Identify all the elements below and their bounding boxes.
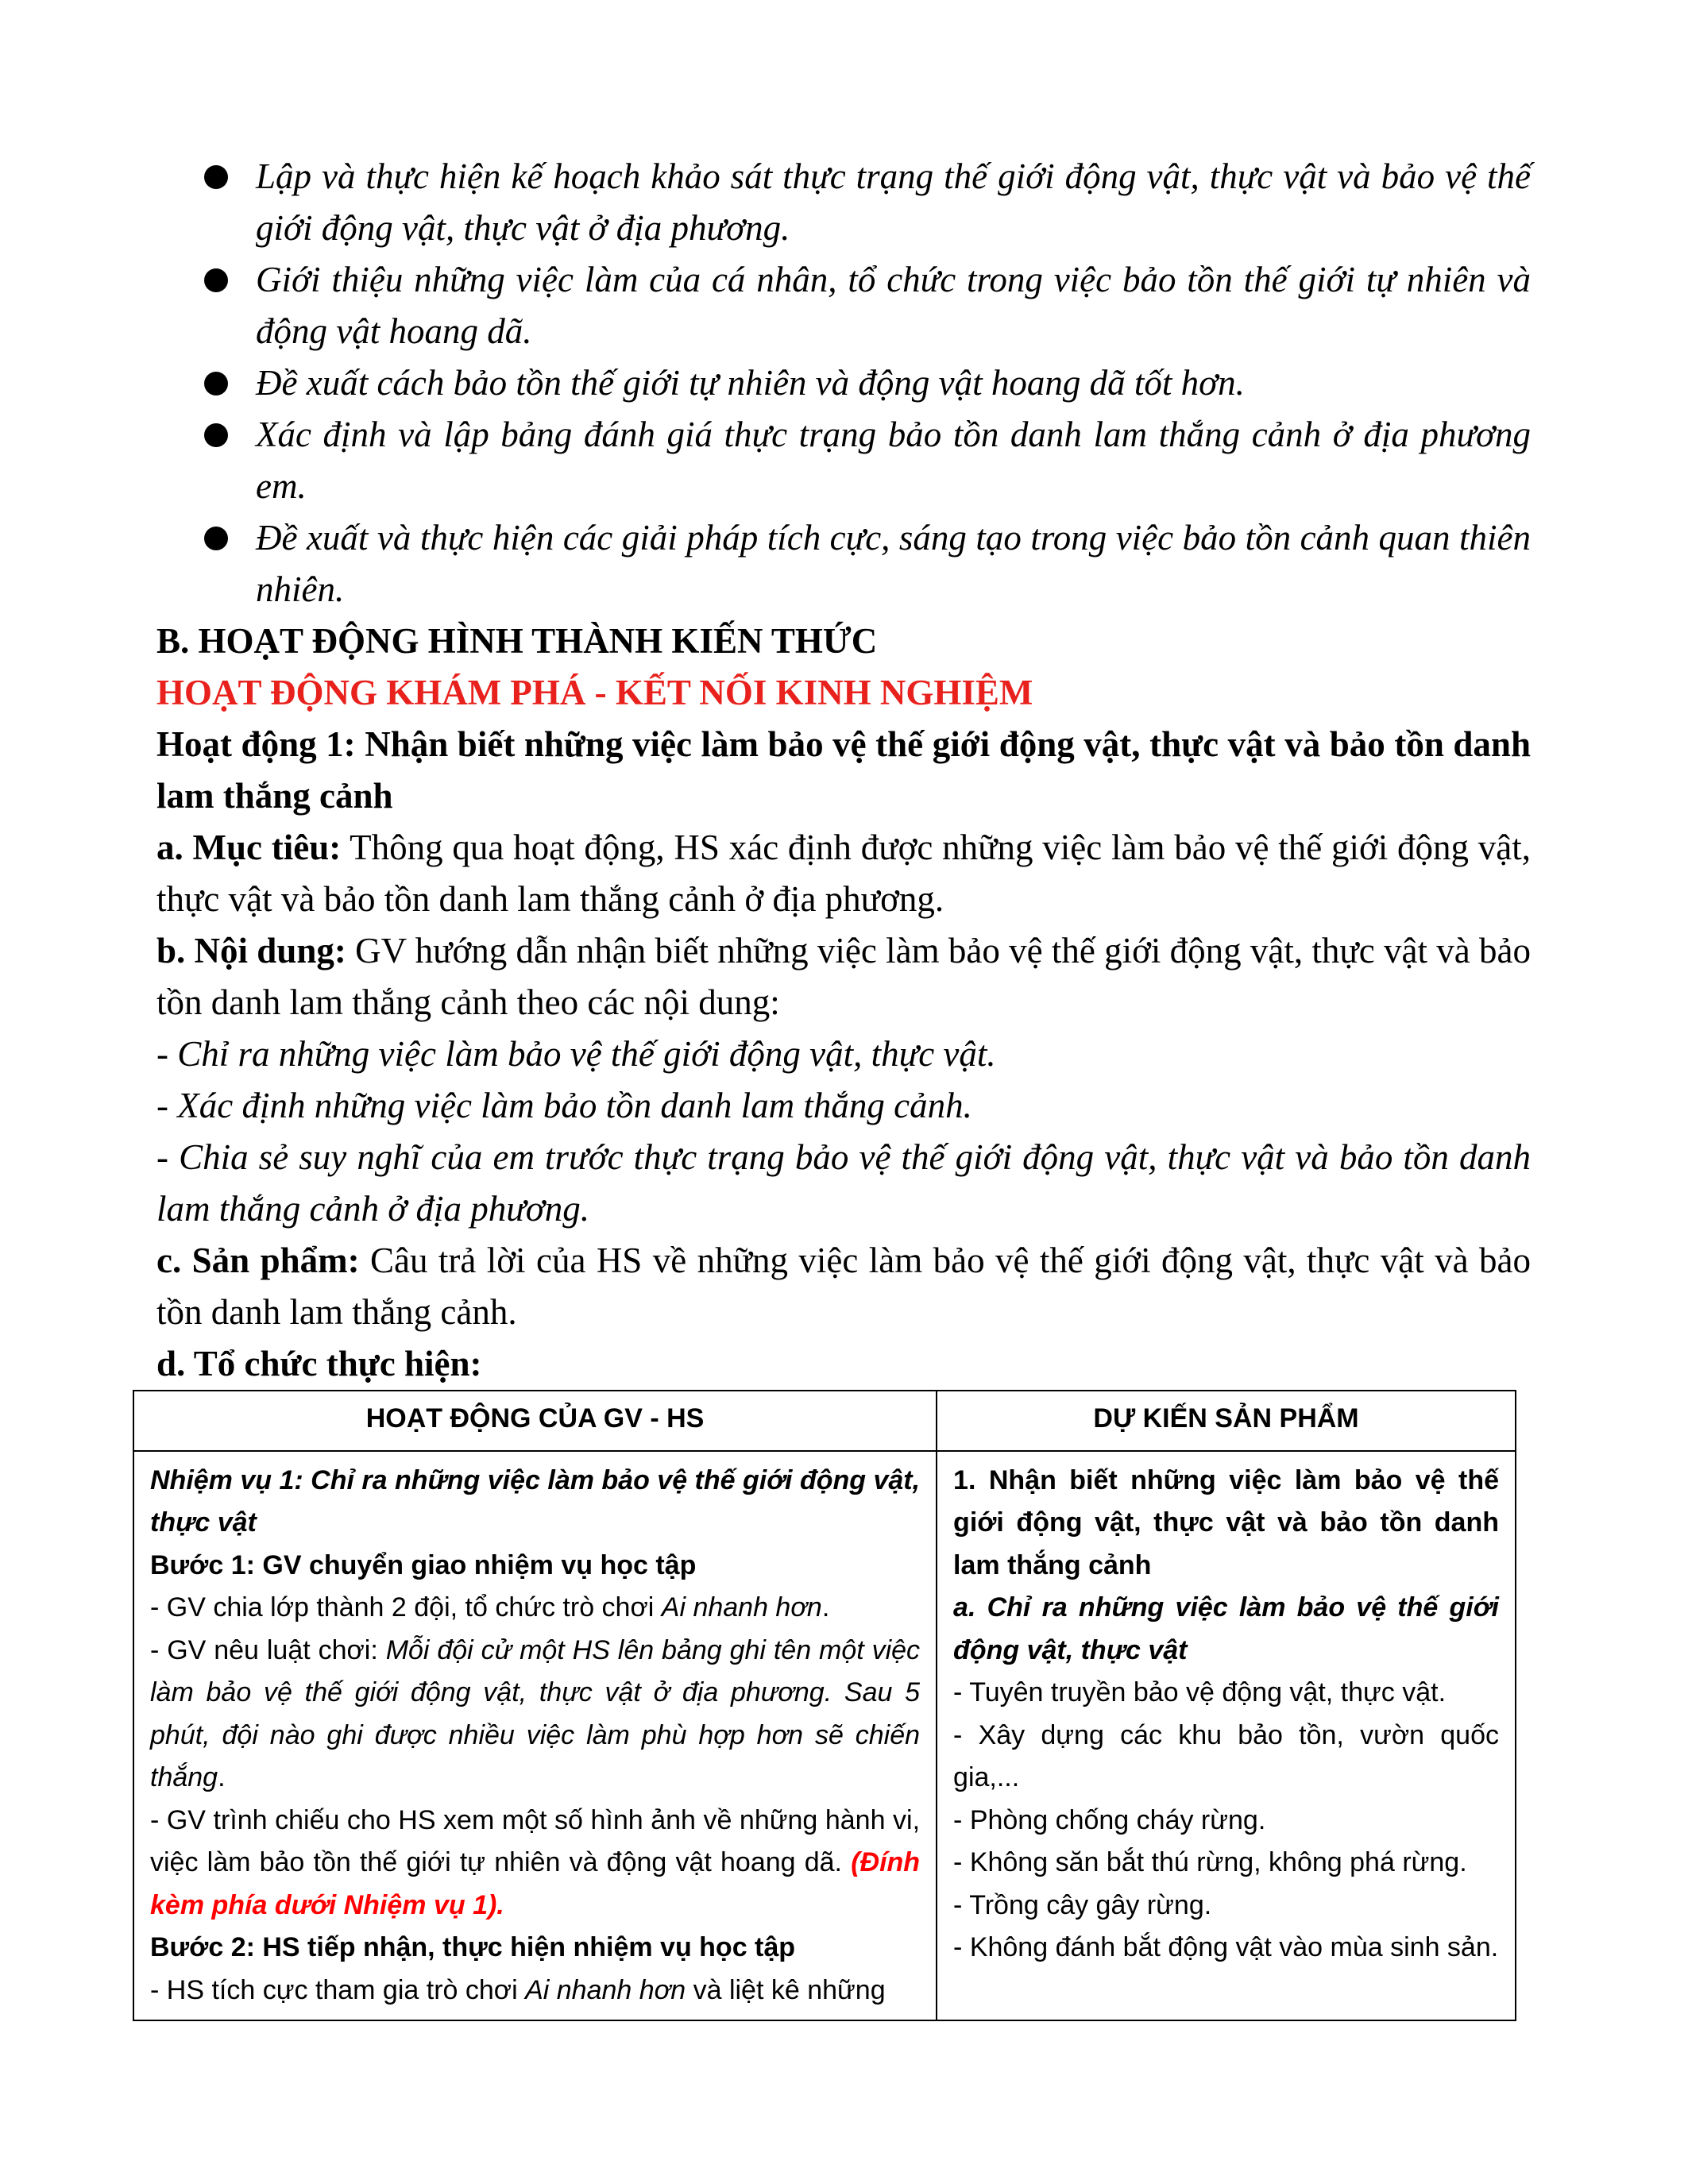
bullet-icon xyxy=(204,268,228,292)
table-row xyxy=(133,1451,1516,2021)
right-cell xyxy=(937,1451,1516,2021)
noi-dung-item: - Chỉ ra những việc làm bảo vệ thế giới động vật, thực vật. xyxy=(156,1034,996,1074)
bullet-icon xyxy=(204,527,228,550)
product-item: - Tuyên truyền bảo vệ động vật, thực vật. xyxy=(953,1677,1447,1707)
step-2: Bước 2: HS tiếp nhận, thực hiện nhiệm vụ học tập xyxy=(150,1932,796,1962)
product-item: - Xây dựng các khu bảo tồn, vườn quốc gia,... xyxy=(953,1719,1499,1792)
activity-table xyxy=(133,1390,1516,2021)
bullet-icon xyxy=(204,423,228,447)
bullet-icon xyxy=(204,372,228,396)
objectives-list xyxy=(156,151,1531,615)
product-item: - Phòng chống cháy rừng. xyxy=(953,1804,1266,1835)
noi-dung-item: - Xác định những việc làm bảo tồn danh lam thắng cảnh. xyxy=(156,1086,972,1125)
product-item: - Trồng cây gây rừng. xyxy=(953,1889,1212,1920)
task-title: Nhiệm vụ 1: Chỉ ra những việc làm bảo vệ thế giới động vật, thực vật xyxy=(150,1464,921,1538)
list-item: Giới thiệu những việc làm của cá nhân, tổ chức trong việc bảo tồn thế giới tự nhiên và động vật hoang dã. xyxy=(156,254,1531,357)
noi-dung-paragraph xyxy=(156,925,1531,1028)
section-red-heading: HOẠT ĐỘNG KHÁM PHÁ - KẾT NỐI KINH NGHIỆM xyxy=(156,673,1033,712)
list-item: Lập và thực hiện kế hoạch khảo sát thực trạng thế giới động vật, thực vật và bảo vệ thế giới động vật, thực vật ở địa phương. xyxy=(156,151,1531,254)
product-item: - Không săn bắt thú rừng, không phá rừng. xyxy=(953,1847,1467,1877)
list-item: Xác định và lập bảng đánh giá thực trạng bảo tồn danh lam thắng cảnh ở địa phương em. xyxy=(156,409,1531,512)
activity-title: Hoạt động 1: Nhận biết những việc làm bảo vệ thế giới động vật, thực vật và bảo tồn danh lam thắng cảnh xyxy=(156,724,1531,816)
product-item: - Không đánh bắt động vật vào mùa sinh sản. xyxy=(953,1932,1499,1962)
header-gv-hs: HOẠT ĐỘNG CỦA GV - HS xyxy=(133,1391,937,1451)
san-pham-paragraph xyxy=(156,1235,1531,1338)
muc-tieu-label: a. Mục tiêu: xyxy=(156,828,342,867)
to-chuc-heading: d. Tổ chức thực hiện: xyxy=(156,1344,482,1383)
noi-dung-text: GV hướng dẫn nhận biết những việc làm bảo vệ thế giới động vật, thực vật và bảo tồn danh lam thắng cảnh theo các nội dung: xyxy=(156,931,1531,1022)
muc-tieu-paragraph xyxy=(156,822,1531,925)
list-item: Đề xuất và thực hiện các giải pháp tích cực, sáng tạo trong việc bảo tồn cảnh quan thiên nhiên. xyxy=(156,512,1531,615)
left-line: - GV chia lớp thành 2 đội, tổ chức trò chơi Ai nhanh hơn. xyxy=(150,1592,830,1623)
left-line: - GV trình chiếu cho HS xem một số hình ảnh về những hành vi, việc làm bảo tồn thế giới tự nhiên và động vật hoang dã. (Đính kèm phía dưới Nhiệm vụ 1). xyxy=(150,1804,921,1920)
noi-dung-item: - Chia sẻ suy nghĩ của em trước thực trạng bảo vệ thế giới động vật, thực vật và bảo tồn danh lam thắng cảnh ở địa phương. xyxy=(156,1137,1531,1229)
document-page xyxy=(156,151,1531,1390)
product-subtitle: a. Chỉ ra những việc làm bảo vệ thế giới động vật, thực vật xyxy=(953,1592,1499,1665)
step-1: Bước 1: GV chuyển giao nhiệm vụ học tập xyxy=(150,1549,697,1580)
section-b-heading: B. HOẠT ĐỘNG HÌNH THÀNH KIẾN THỨC xyxy=(156,621,878,661)
san-pham-label: c. Sản phẩm: xyxy=(156,1241,360,1280)
left-line: - HS tích cực tham gia trò chơi Ai nhanh hơn và liệt kê những xyxy=(150,1974,886,2005)
san-pham-text: Câu trả lời của HS về những việc làm bảo vệ thế giới động vật, thực vật và bảo tồn danh lam thắng cảnh. xyxy=(156,1241,1531,1332)
header-san-pham: DỰ KIẾN SẢN PHẨM xyxy=(937,1391,1516,1451)
list-item: Đề xuất cách bảo tồn thế giới tự nhiên và động vật hoang dã tốt hơn. xyxy=(156,357,1531,409)
left-cell xyxy=(133,1451,937,2021)
attachment-note: (Đính kèm phía dưới Nhiệm vụ 1). xyxy=(150,1847,921,1920)
left-line: - GV nêu luật chơi: Mỗi đội cử một HS lên bảng ghi tên một việc làm bảo vệ thế giới động vật, thực vật ở địa phương. Sau 5 phút, đội nào ghi được nhiều việc làm phù hợp hơn sẽ chiến thắng. xyxy=(150,1634,921,1792)
noi-dung-label: b. Nội dung: xyxy=(156,931,346,970)
bullet-icon xyxy=(204,165,228,189)
table-header-row xyxy=(133,1391,1516,1451)
product-title: 1. Nhận biết những việc làm bảo vệ thế giới động vật, thực vật và bảo tồn danh lam thắng cảnh xyxy=(953,1464,1499,1580)
muc-tieu-text: Thông qua hoạt động, HS xác định được những việc làm bảo vệ thế giới động vật, thực vật và bảo tồn danh lam thắng cảnh ở địa phương. xyxy=(156,828,1531,919)
